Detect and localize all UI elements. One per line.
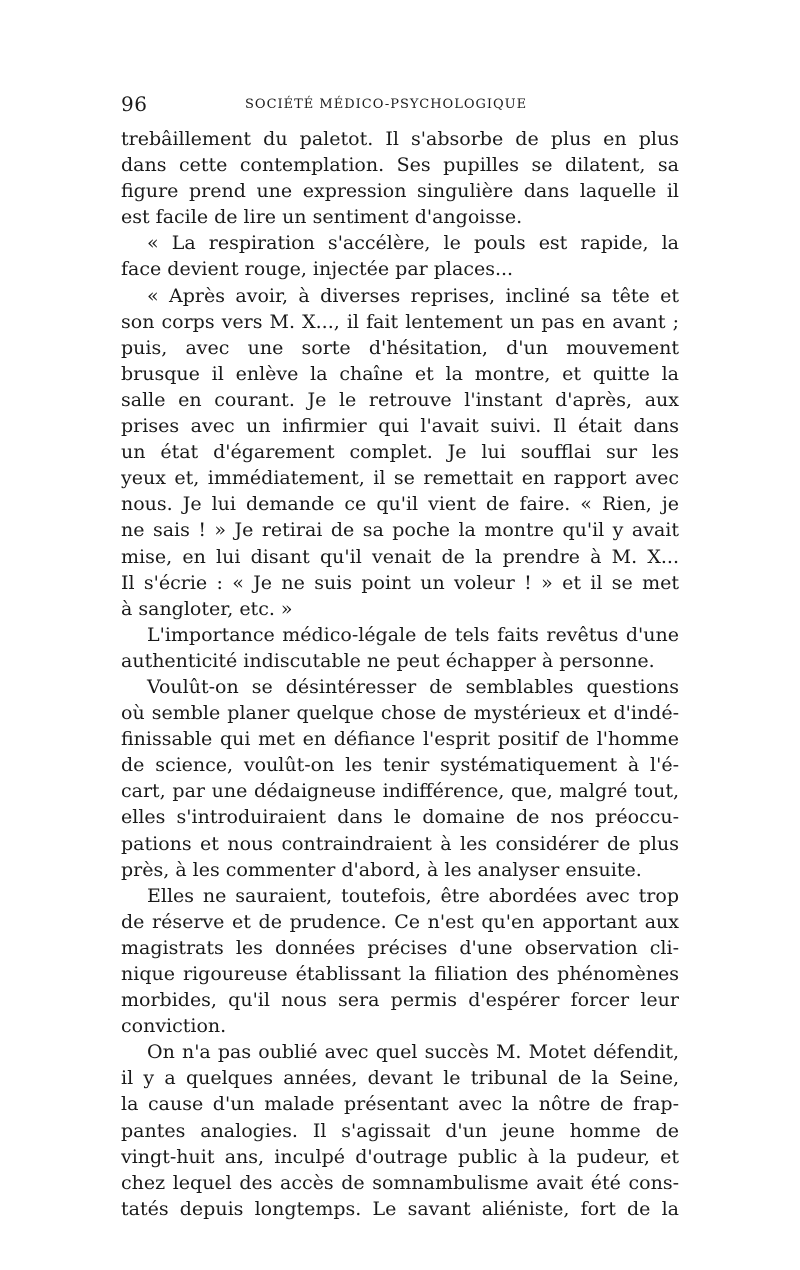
text-line: brusque il enlève la chaîne et la montre, et quitte la [121, 362, 679, 385]
text-line: On n'a pas oublié avec quel succès M. Motet défendit, [147, 1041, 679, 1064]
text-line: face devient rouge, injectée par places... [121, 258, 514, 281]
text-line: chez lequel des accès de somnambulisme avait été cons- [121, 1171, 679, 1194]
text-line: yeux et, immédiatement, il se remettait en rapport avec [121, 467, 679, 490]
text-line: Voulût-on se désintéresser de semblables questions [147, 675, 679, 698]
text-line: est facile de lire un sentiment d'angoisse. [121, 206, 523, 229]
text-line: cart, par une dédaigneuse indifférence, que, malgré tout, [121, 780, 679, 803]
text-line: L'importance médico-légale de tels faits revêtus d'une [147, 623, 679, 646]
text-line: « La respiration s'accélère, le pouls est rapide, la [147, 232, 679, 255]
text-line: authenticité indiscutable ne peut échapper à personne. [121, 649, 655, 672]
text-line: de science, voulût-on les tenir systématiquement à l'é- [121, 754, 679, 777]
text-line: où semble planer quelque chose de mystérieux et d'indé- [121, 702, 679, 725]
text-line: pations et nous contraindraient à les considérer de plus [121, 832, 679, 855]
text-line: pantes analogies. Il s'agissait d'un jeune homme de [121, 1119, 679, 1142]
page-number: 96 [121, 92, 148, 116]
text-line: salle en courant. Je le retrouve l'instant d'après, aux [121, 388, 679, 411]
text-line: trebâillement du paletot. Il s'absorbe de plus en plus [121, 128, 679, 150]
text-line: un état d'égarement complet. Je lui soufflai sur les [121, 441, 679, 464]
text-line: ne sais ! » Je retirai de sa poche la montre qu'il y avait [121, 519, 679, 542]
text-line: nique rigoureuse établissant la filiation des phénomènes [121, 963, 679, 985]
text-line: figure prend une expression singulière dans laquelle il [121, 180, 679, 203]
text-line: prises avec un infirmier qui l'avait suivi. Il était dans [121, 415, 679, 438]
text-line: Elles ne sauraient, toutefois, être abordées avec trop [147, 884, 679, 907]
text-line: près, à les commenter d'abord, à les analyser ensuite. [121, 858, 642, 881]
text-line: à sangloter, etc. » [121, 597, 293, 620]
text-line: vingt-huit ans, inculpé d'outrage public à la pudeur, et [121, 1145, 679, 1168]
text-line: elles s'introduiraient dans le domaine de nos préoccu- [121, 806, 679, 829]
text-line: dans cette contemplation. Ses pupilles se dilatent, sa [121, 154, 679, 177]
running-title: SOCIÉTÉ MÉDICO-PSYCHOLOGIQUE [245, 97, 528, 112]
text-line: Il s'écrie : « Je ne suis point un voleur ! » et il se met [121, 571, 679, 594]
text-line: mise, en lui disant qu'il venait de la prendre à M. X... [121, 545, 679, 568]
text-line: morbides, qu'il nous sera permis d'espérer forcer leur [121, 989, 679, 1012]
text-line: la cause d'un malade présentant avec la nôtre de frap- [121, 1093, 679, 1116]
text-line: de réserve et de prudence. Ce n'est qu'en apportant aux [121, 910, 679, 933]
running-head [121, 92, 679, 116]
text-line: finissable qui met en défiance l'esprit positif de l'homme [121, 728, 679, 751]
text-line: tatés depuis longtemps. Le savant aliéniste, fort de la [121, 1197, 679, 1220]
text-line: « Après avoir, à diverses reprises, incliné sa tête et [147, 284, 679, 307]
text-line: il y a quelques années, devant le tribunal de la Seine, [121, 1067, 679, 1090]
text-line: nous. Je lui demande ce qu'il vient de faire. « Rien, je [121, 493, 679, 516]
text-line: conviction. [121, 1015, 227, 1038]
body-text [121, 126, 679, 1222]
text-line: magistrats les données précises d'une observation cli- [121, 936, 679, 959]
text-line: puis, avec une sorte d'hésitation, d'un mouvement [121, 336, 679, 359]
text-line: son corps vers M. X..., il fait lentement un pas en avant ; [121, 310, 679, 333]
